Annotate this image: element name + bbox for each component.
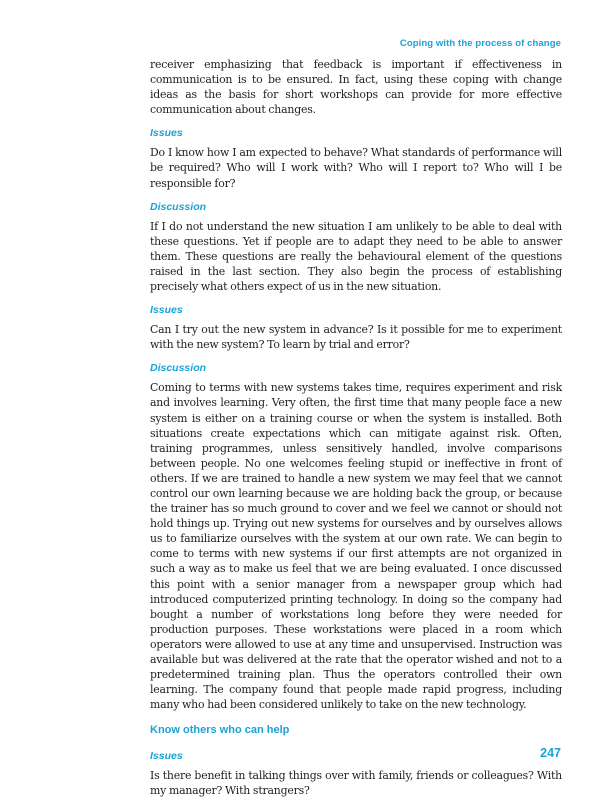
- discussion-paragraph-1: If I do not understand the new situation I am unlikely to be able to deal with these questions. Yet if people are to adapt they need to be able to answer them. These questions are really the behavioural element of the questions raised in the last section. They also begin the process of establishing precisely what others expect of us in the new situation.: [150, 219, 562, 294]
- page-number: 247: [540, 746, 561, 760]
- issues-paragraph-2: Can I try out the new system in advance? Is it possible for me to experiment with the new system? To learn by trial and error?: [150, 323, 562, 352]
- issues-paragraph-1: Do I know how I am expected to behave? What standards of performance will be required? Who will I work with? Who will I report to? Who will I be responsible for?: [150, 146, 562, 190]
- discussion-paragraph-2: Coming to terms with new systems takes time, requires experiment and risk and involves learning. Very often, the first time that many people face a new system is either on a training course or when the system is installed. Both situations create expectations which can mitigate against risk. Often, training programmes, unless sensitively handled, involve comparisons between people. No one welcomes feeling stupid or ineffective in front of others. If we are trained to handle a new system we may feel that we cannot control our own learning because we are holding back the group, or because the trainer has so much ground to cover and we feel we cannot or should not hold things up. Trying out new systems for ourselves and by ourselves allows us to familiarize ourselves with the system at our own rate. We can begin to come to terms with new systems if our first attempts are not organized in such a way as to make us feel that we are being evaluated. I once discussed this point with a senior manager from a newspaper group which had introduced computerized printing technology. In doing so the company had bought a number of workstations long before they were needed for production purposes. These workstations were placed in a room which operators were allowed to use at any time and unsupervised. Instruction was available but was delivered at the rate that the operator wished and not to a predetermined training plan. Thus the operators controlled their own learning. The company found that people made rapid progress, including many who had been considered unlikely to take on the new technology.: [150, 381, 562, 712]
- intro-paragraph: receiver emphasizing that feedback is important if effectiveness in communication is to be ensured. In fact, using these coping with change ideas as the basis for short workshops can provide for more effective communication about changes.: [150, 58, 562, 117]
- discussion-heading-2: Discussion: [150, 362, 207, 375]
- running-header: Coping with the process of change: [399, 38, 561, 49]
- section-heading: Know others who can help: [150, 724, 290, 737]
- issues-heading-1: Issues: [150, 127, 183, 140]
- issues-paragraph-3: Is there benefit in talking things over with family, friends or colleagues? With my manager? With strangers?: [150, 769, 562, 798]
- body-text-column: [150, 57, 562, 799]
- discussion-heading-1: Discussion: [150, 200, 207, 213]
- issues-heading-3: Issues: [150, 750, 183, 763]
- issues-heading-2: Issues: [150, 304, 183, 317]
